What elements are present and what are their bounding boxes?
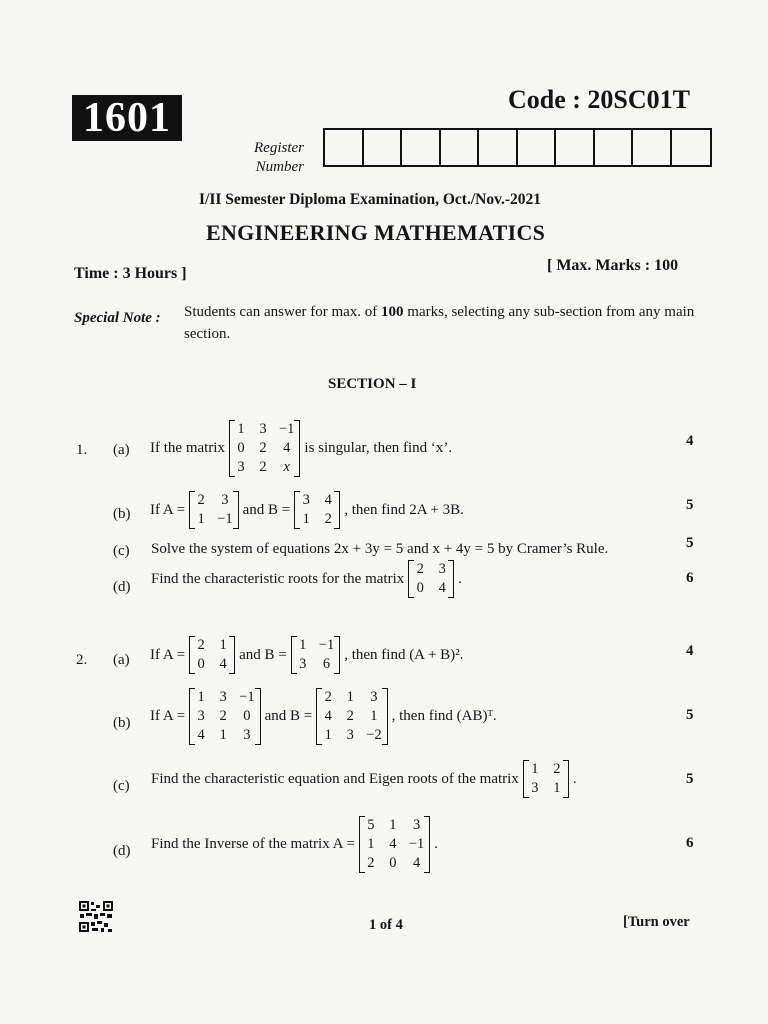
turn-over-text: [Turn over [623, 914, 690, 930]
q1b-label: (b) [113, 506, 131, 522]
q2b-label: (b) [113, 715, 131, 731]
register-digit-box[interactable] [595, 130, 634, 165]
q1d-post: . [458, 570, 462, 587]
matrix-cell: 1 [324, 727, 332, 743]
matrix-cell: 0 [389, 855, 397, 871]
register-label-line1: Register [254, 140, 304, 156]
matrix-cell: 3 [346, 727, 354, 743]
q1c-marks: 5 [686, 535, 694, 551]
matrix-cell: −1 [239, 689, 255, 705]
matrix-cell: 3 [299, 656, 307, 672]
time-allowed: Time : 3 Hours ] [74, 265, 187, 282]
q1d-pre: Find the characteristic roots for the matrix [151, 570, 405, 587]
q2b-mid: and B = [264, 708, 313, 724]
q1b-marks: 5 [686, 497, 694, 513]
matrix-cell: 0 [416, 580, 424, 596]
matrix-cell: 3 [412, 817, 421, 833]
matrix-cell: 4 [389, 836, 397, 852]
question-number-2: 2. [76, 652, 88, 668]
q2c-text [151, 760, 577, 798]
q1a-marks: 4 [686, 433, 694, 449]
matrix-cell: 3 [243, 727, 251, 743]
matrix-cell: 2 [259, 459, 267, 475]
matrix-cell: 3 [221, 492, 229, 508]
q2a-pre: If A = [150, 646, 186, 663]
q1b-mid: and B = [242, 501, 291, 518]
q1a-pre: If the matrix [150, 440, 225, 456]
subject-code: Code : 20SC01T [508, 85, 691, 114]
register-digit-box[interactable] [441, 130, 480, 165]
q1b-matrix-b [294, 491, 340, 529]
matrix-cell: 4 [324, 492, 332, 508]
q2c-marks: 5 [686, 771, 694, 787]
matrix-cell: 3 [438, 561, 446, 577]
q1a-post: is singular, then find ‘x’. [304, 440, 453, 456]
q2d-text [151, 816, 438, 873]
register-label-line2: Number [255, 159, 304, 175]
matrix-cell: 1 [237, 421, 245, 437]
q1d-matrix [408, 560, 454, 598]
q1d-marks: 6 [686, 570, 694, 586]
q2d-pre: Find the Inverse of the matrix A = [151, 836, 355, 852]
q2d-matrix [359, 816, 430, 873]
matrix-cell: 1 [219, 637, 227, 653]
matrix-cell: 2 [553, 761, 561, 777]
note-text-part1: Students can answer for max. of [184, 304, 382, 320]
page-number: 1 of 4 [369, 917, 403, 933]
matrix-cell: 2 [416, 561, 424, 577]
q2a-matrix-a [189, 636, 235, 674]
q2a-text [150, 636, 463, 674]
q2c-label: (c) [113, 778, 130, 794]
matrix-cell: x [283, 459, 290, 475]
register-digit-box[interactable] [479, 130, 518, 165]
register-number-label [254, 139, 304, 177]
matrix-cell: −1 [278, 421, 295, 437]
matrix-cell: 2 [346, 708, 354, 724]
q2d-post: . [434, 836, 439, 852]
matrix-cell: 2 [324, 689, 332, 705]
register-digit-box[interactable] [364, 130, 403, 165]
question-number-1: 1. [76, 442, 88, 458]
matrix-cell: −1 [318, 637, 335, 653]
matrix-cell: 4 [412, 855, 421, 871]
matrix-cell: 1 [389, 817, 397, 833]
special-note-label: Special Note : [74, 310, 161, 326]
matrix-cell: 2 [367, 855, 375, 871]
q2b-text [150, 688, 497, 745]
q1b-matrix-a [189, 491, 238, 529]
register-digit-box[interactable] [672, 130, 711, 165]
matrix-cell: 1 [219, 727, 227, 743]
q1c-text: Solve the system of equations 2x + 3y = 5 and x + 4y = 5 by Cramer’s Rule. [151, 541, 609, 557]
q2c-pre: Find the characteristic equation and Eigen roots of the matrix [151, 770, 519, 787]
q2b-matrix-a [189, 688, 260, 745]
section-heading: SECTION – I [328, 376, 417, 392]
matrix-cell: 5 [367, 817, 375, 833]
qr-code-icon [78, 900, 114, 933]
q2c-matrix [523, 760, 569, 798]
q2a-label: (a) [113, 652, 130, 668]
q2b-post: , then find (AB)ᵀ. [391, 708, 497, 724]
q2b-matrix-b [316, 688, 387, 745]
matrix-cell: 2 [197, 492, 205, 508]
matrix-cell: 1 [197, 511, 205, 527]
matrix-cell: 6 [322, 656, 331, 672]
matrix-cell: 1 [531, 761, 539, 777]
matrix-cell: 4 [438, 580, 446, 596]
register-digit-box[interactable] [633, 130, 672, 165]
matrix-cell: 0 [237, 440, 245, 456]
q2b-marks: 5 [686, 707, 694, 723]
q2d-label: (d) [113, 843, 131, 859]
matrix-cell: 2 [219, 708, 227, 724]
q1c-label: (c) [113, 543, 130, 559]
subject-title: ENGINEERING MATHEMATICS [206, 220, 546, 245]
q2a-marks: 4 [686, 643, 694, 659]
q1b-text [150, 491, 464, 529]
matrix-cell: 1 [370, 708, 378, 724]
note-text-part2: marks, selecting any sub-section from any main section. [184, 304, 695, 342]
matrix-cell: 3 [531, 780, 539, 796]
matrix-cell: −2 [366, 727, 382, 743]
matrix-cell: 3 [370, 689, 378, 705]
matrix-cell: 3 [237, 459, 245, 475]
q1b-post: , then find 2A + 3B. [344, 501, 464, 518]
matrix-cell: 4 [324, 708, 332, 724]
register-number-boxes[interactable] [323, 128, 712, 167]
q1d-text [151, 560, 462, 598]
q2b-pre: If A = [150, 708, 186, 724]
q2a-mid: and B = [239, 646, 287, 663]
matrix-cell: 2 [324, 511, 332, 527]
matrix-cell: 3 [302, 492, 310, 508]
q1d-label: (d) [113, 579, 131, 595]
matrix-cell: 1 [302, 511, 310, 527]
q2c-post: . [572, 770, 577, 787]
paper-code-badge: 1601 [72, 95, 182, 141]
matrix-cell: 4 [283, 440, 291, 456]
matrix-cell: 1 [346, 689, 354, 705]
q1a-label: (a) [113, 442, 130, 458]
matrix-cell: 1 [367, 836, 375, 852]
special-note-text [184, 301, 696, 345]
matrix-cell: 3 [219, 689, 227, 705]
register-digit-box[interactable] [325, 130, 364, 165]
max-marks: [ Max. Marks : 100 [547, 257, 679, 274]
note-bold-marks: 100 [381, 304, 404, 320]
register-digit-box[interactable] [402, 130, 441, 165]
q1a-text [150, 420, 452, 477]
q2a-matrix-b [291, 636, 340, 674]
matrix-cell: −1 [217, 511, 233, 527]
matrix-cell: 1 [197, 689, 205, 705]
matrix-cell: 0 [243, 708, 251, 724]
matrix-cell: 2 [259, 440, 267, 456]
matrix-cell: −1 [408, 836, 425, 852]
register-digit-box[interactable] [556, 130, 595, 165]
matrix-cell: 3 [259, 421, 267, 437]
matrix-cell: 1 [553, 780, 561, 796]
matrix-cell: 1 [299, 637, 307, 653]
exam-title: I/II Semester Diploma Examination, Oct./Nov.-2021 [199, 191, 541, 208]
q1a-matrix [229, 420, 300, 477]
q1b-pre: If A = [150, 501, 186, 518]
q2d-marks: 6 [686, 835, 694, 851]
register-digit-box[interactable] [518, 130, 557, 165]
q2a-post: , then find (A + B)². [344, 646, 464, 663]
matrix-cell: 3 [197, 708, 205, 724]
matrix-cell: 4 [197, 727, 205, 743]
matrix-cell: 2 [197, 637, 205, 653]
matrix-cell: 4 [219, 656, 227, 672]
matrix-cell: 0 [197, 656, 205, 672]
